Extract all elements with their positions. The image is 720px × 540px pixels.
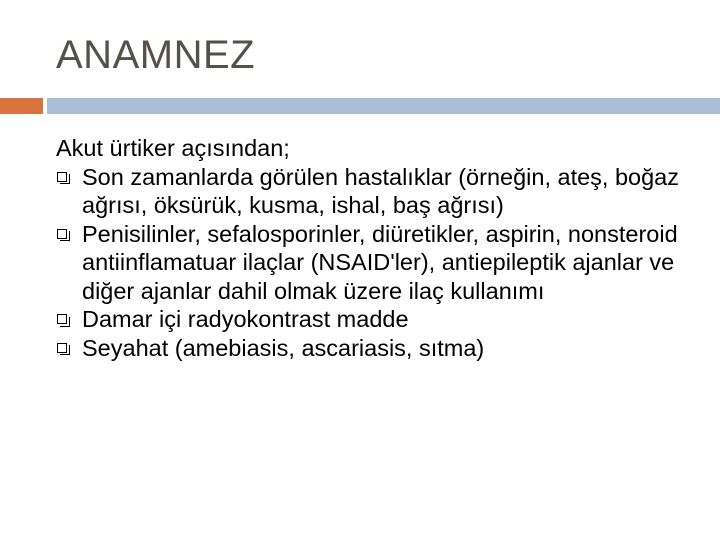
hollow-square-bullet-icon xyxy=(57,229,67,239)
bullet-text: Damar içi radyokontrast madde xyxy=(82,306,409,332)
slide-title: ANAMNEZ xyxy=(56,33,256,77)
slide-body xyxy=(56,134,706,362)
list-item xyxy=(56,334,706,363)
list-item xyxy=(56,220,706,306)
list-item xyxy=(56,163,706,220)
hollow-square-bullet-icon xyxy=(57,314,67,324)
bullet-text: Seyahat (amebiasis, ascariasis, sıtma) xyxy=(82,334,485,361)
bullet-text: Penisilinler, sefalosporinler, diüretikler, aspirin, nonsteroid antiinflamatuar ilaçlar (NSAID'ler), antiepileptik ajanlar ve diğer ajanlar dahil olmak üzere ilaç kullanımı xyxy=(82,220,678,304)
intro-text: Akut ürtiker açısından; xyxy=(56,135,290,161)
bullet-list xyxy=(56,163,706,363)
hollow-square-bullet-icon xyxy=(57,172,67,182)
accent-bar-orange xyxy=(0,98,43,114)
accent-bar-blue xyxy=(47,98,720,114)
hollow-square-bullet-icon xyxy=(57,343,67,353)
list-item xyxy=(56,305,706,334)
bullet-text: Son zamanlarda görülen hastalıklar (örneğin, ateş, boğaz ağrısı, öksürük, kusma, ishal, baş ağrısı) xyxy=(82,163,680,218)
